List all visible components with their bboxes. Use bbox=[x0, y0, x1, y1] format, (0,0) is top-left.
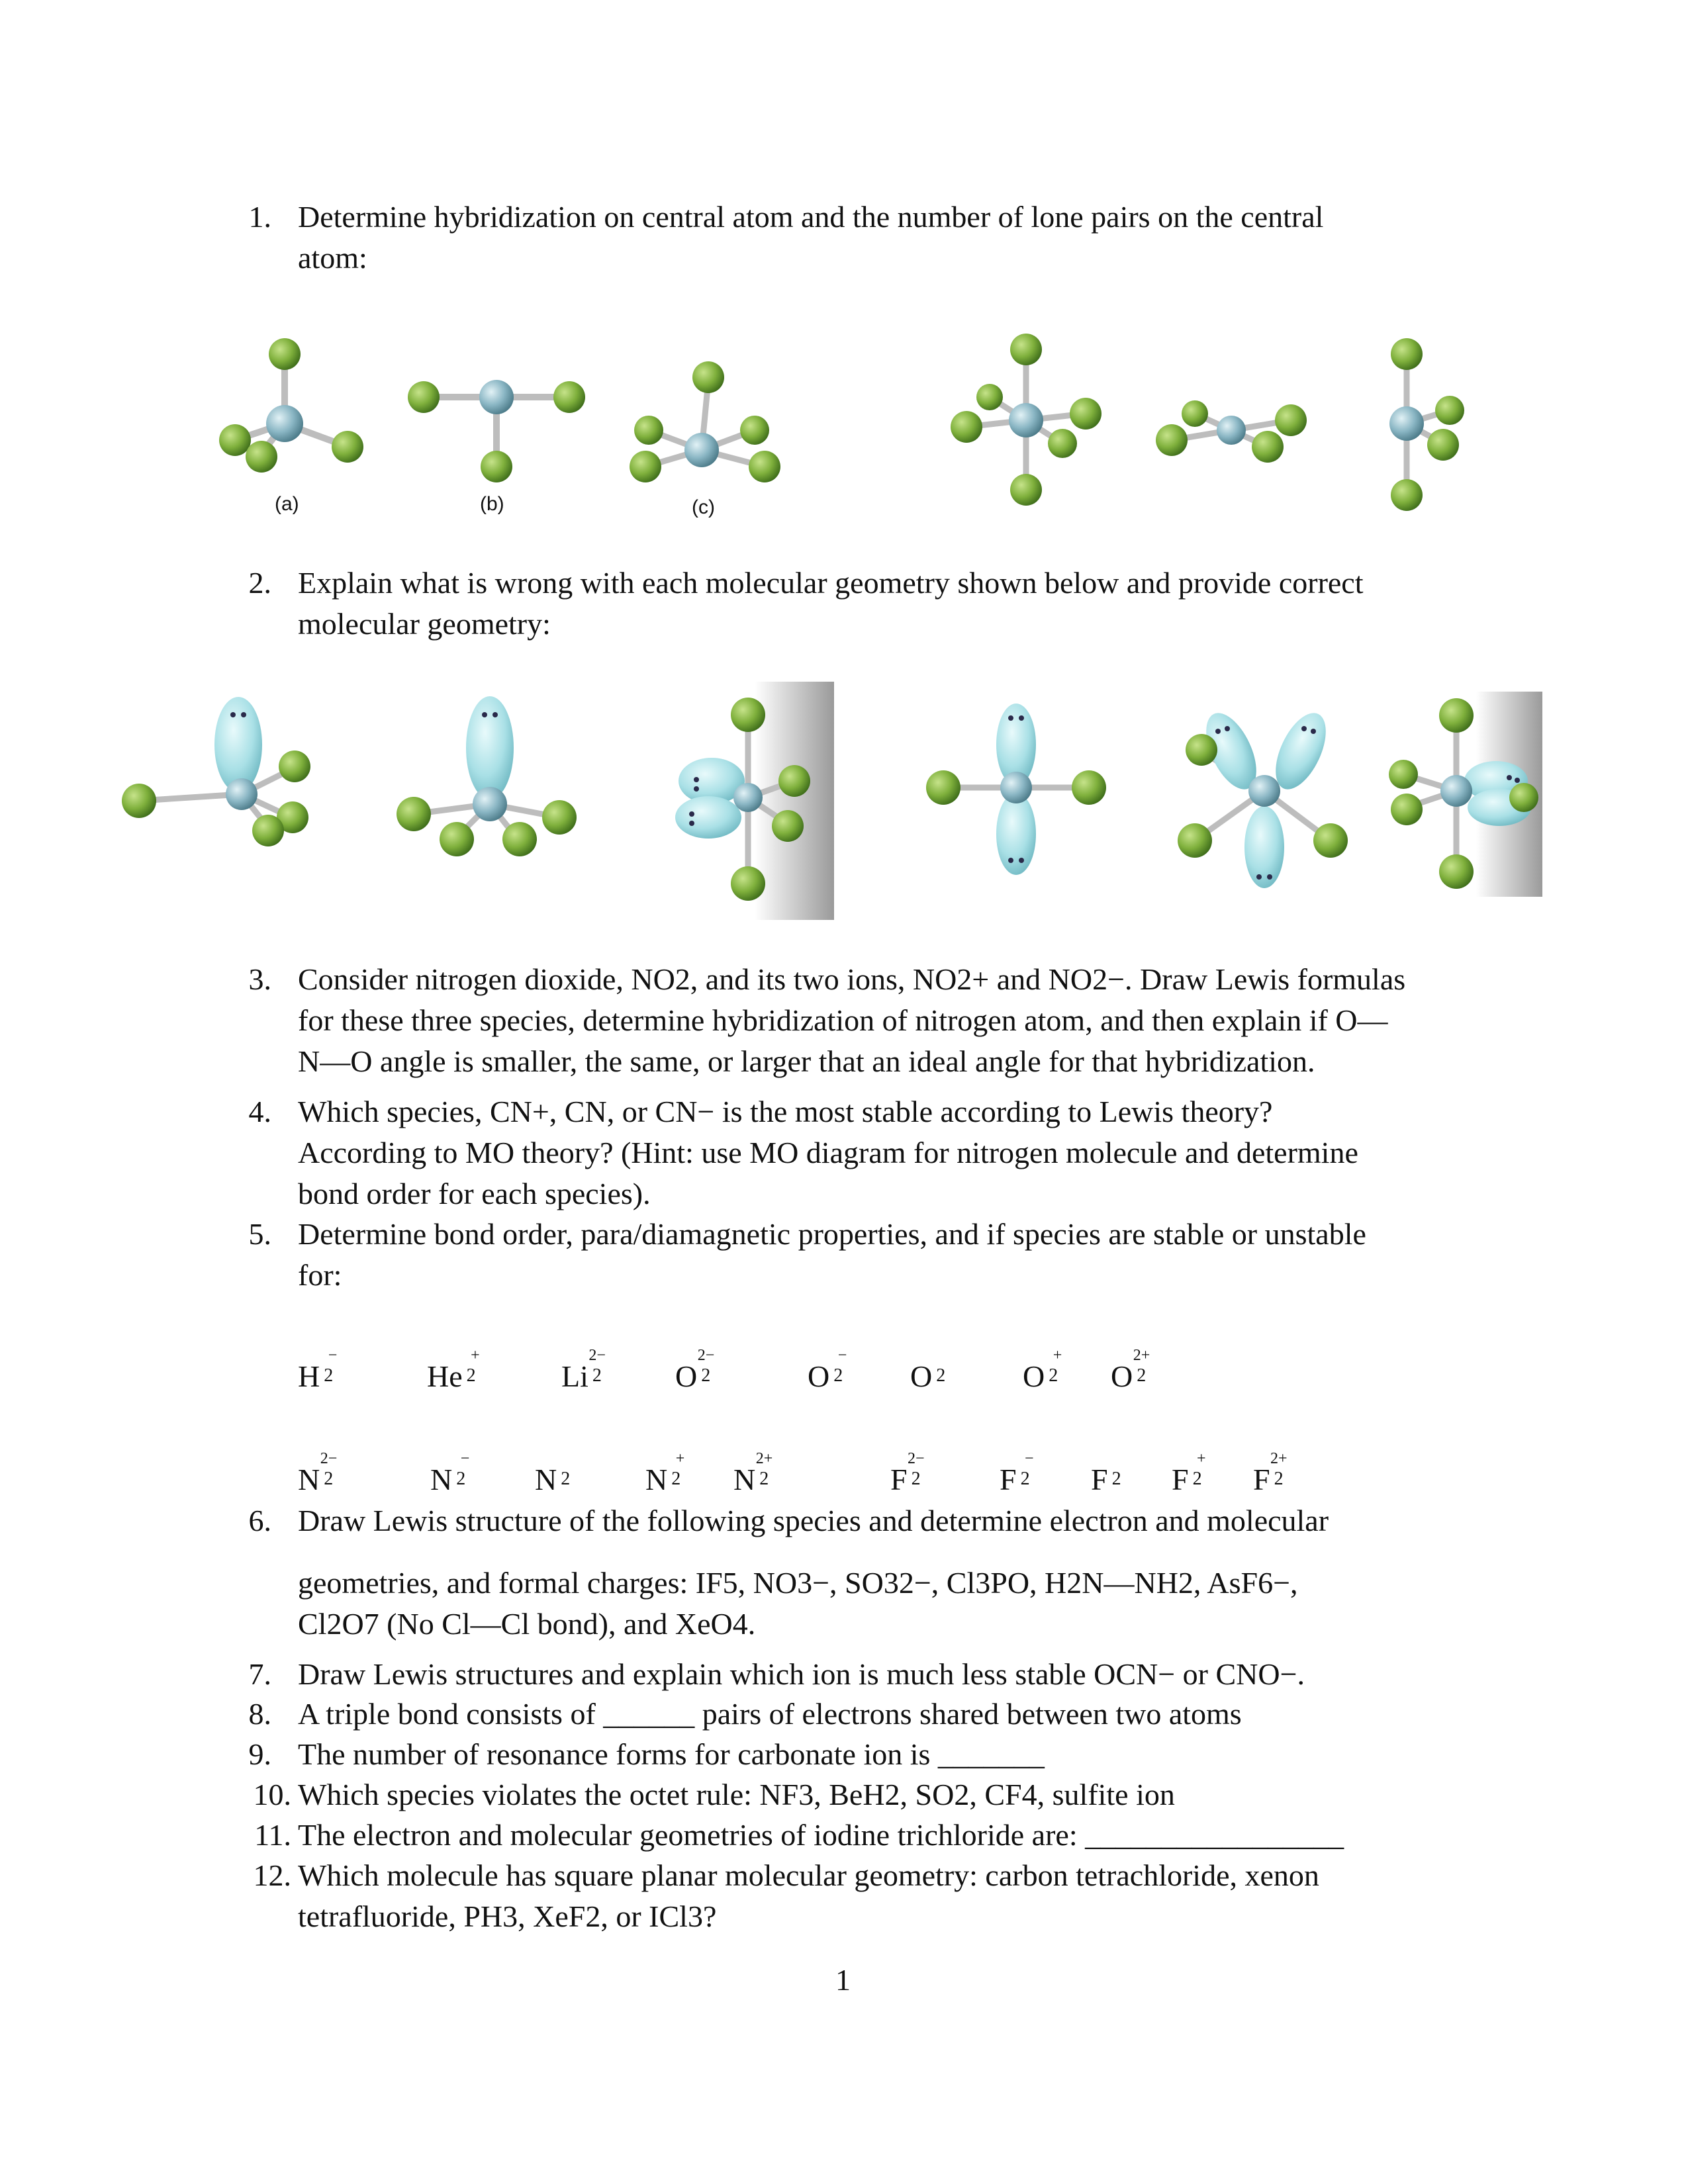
question-7-number: 7. bbox=[248, 1657, 271, 1691]
caption-b: (b) bbox=[480, 493, 504, 515]
question-9-number: 9. bbox=[248, 1737, 271, 1771]
molecule-e-figure bbox=[1145, 384, 1317, 477]
species-row1-item: H 2 − bbox=[298, 1347, 338, 1393]
species-row1-item: O 2 2− bbox=[675, 1347, 715, 1393]
species-row1-item: Li 2 2− bbox=[561, 1347, 606, 1393]
question-4-text-line3: bond order for each species). bbox=[298, 1177, 651, 1210]
species-row1-item: O 2 bbox=[910, 1359, 946, 1393]
question-9-text: The number of resonance forms for carbonate ion is _______ bbox=[298, 1737, 1045, 1771]
species-row2-item: N 2 − bbox=[430, 1450, 470, 1496]
species-row2-item: N 2 bbox=[535, 1463, 571, 1496]
species-row1-item: He 2 + bbox=[427, 1347, 480, 1393]
question-4-text-line1: Which species, CN+, CN, or CN− is the most stable according to Lewis theory? bbox=[298, 1095, 1273, 1128]
wrong-geometry-6-figure bbox=[1377, 692, 1542, 897]
question-3-text-line3: N—O angle is smaller, the same, or larger that an ideal angle for that hybridization. bbox=[298, 1044, 1315, 1078]
question-5-number: 5. bbox=[248, 1217, 271, 1251]
wrong-geometry-1-figure bbox=[119, 688, 331, 854]
species-row2-item: F 2 − bbox=[1000, 1450, 1034, 1496]
molecule-b-figure bbox=[404, 371, 589, 503]
species-row1-item: O 2 2+ bbox=[1111, 1347, 1150, 1393]
species-row2-item: N 2 2− bbox=[298, 1450, 338, 1496]
question-7-text: Draw Lewis structures and explain which ion is much less stable OCN− or CNO−. bbox=[298, 1657, 1305, 1691]
species-row2-item: N 2 2+ bbox=[733, 1450, 773, 1496]
question-1-number: 1. bbox=[248, 200, 271, 234]
question-6-text-line3: Cl2O7 (No Cl—Cl bond), and XeO4. bbox=[298, 1607, 756, 1641]
question-2-text-line1: Explain what is wrong with each molecular geometry shown below and provide correct bbox=[298, 566, 1364, 600]
molecule-f-figure bbox=[1350, 331, 1496, 516]
species-row1-item: O 2 + bbox=[1023, 1347, 1062, 1393]
question-3-text-line1: Consider nitrogen dioxide, NO2, and its two ions, NO2+ and NO2−. Draw Lewis formulas bbox=[298, 962, 1406, 996]
question-1-text-line2: atom: bbox=[298, 241, 367, 275]
question-2-number: 2. bbox=[248, 566, 271, 600]
question-2-text-line2: molecular geometry: bbox=[298, 607, 551, 641]
species-row1-item: O 2 − bbox=[808, 1347, 847, 1393]
question-10-number: 10. bbox=[253, 1778, 291, 1811]
question-6-text-line1: Draw Lewis structure of the following species and determine electron and molecular bbox=[298, 1504, 1329, 1537]
molecule-c-figure bbox=[622, 357, 794, 496]
question-12-text-line1: Which molecule has square planar molecular geometry: carbon tetrachloride, xenon bbox=[298, 1858, 1319, 1892]
question-3-text-line2: for these three species, determine hybridization of nitrogen atom, and then explain if O— bbox=[298, 1003, 1388, 1037]
caption-c: (c) bbox=[692, 496, 715, 518]
wrong-geometry-2-figure bbox=[384, 688, 596, 867]
question-6-text-line2: geometries, and formal charges: IF5, NO3−, SO32−, Cl3PO, H2N—NH2, AsF6−, bbox=[298, 1566, 1298, 1600]
wrong-geometry-4-figure bbox=[920, 692, 1112, 890]
question-8-number: 8. bbox=[248, 1697, 271, 1731]
question-3-number: 3. bbox=[248, 962, 271, 996]
question-12-number: 12. bbox=[253, 1858, 291, 1892]
question-12-text-line2: tetrafluoride, PH3, XeF2, or ICl3? bbox=[298, 1899, 717, 1933]
question-4-text-line2: According to MO theory? (Hint: use MO diagram for nitrogen molecule and determine bbox=[298, 1136, 1358, 1169]
question-11-number: 11. bbox=[254, 1818, 291, 1852]
question-11-text: The electron and molecular geometries of iodine trichloride are: _________________ bbox=[298, 1818, 1344, 1852]
molecule-a-figure bbox=[212, 331, 384, 503]
molecule-d-figure bbox=[940, 331, 1112, 510]
question-5-text-line2: for: bbox=[298, 1258, 342, 1292]
species-row2-item: N 2 + bbox=[645, 1450, 685, 1496]
page-number: 1 bbox=[835, 1963, 851, 1997]
question-6-number: 6. bbox=[248, 1504, 271, 1537]
species-row2-item: F 2 + bbox=[1172, 1450, 1206, 1496]
wrong-geometry-3-figure bbox=[655, 682, 834, 920]
question-1-text-line1: Determine hybridization on central atom and the number of lone pairs on the central bbox=[298, 200, 1324, 234]
species-row2-item: F 2 2− bbox=[890, 1450, 925, 1496]
question-4-number: 4. bbox=[248, 1095, 271, 1128]
caption-a: (a) bbox=[275, 493, 299, 515]
question-5-text-line1: Determine bond order, para/diamagnetic properties, and if species are stable or unstable bbox=[298, 1217, 1366, 1251]
wrong-geometry-5-figure bbox=[1165, 698, 1364, 897]
question-10-text: Which species violates the octet rule: NF3, BeH2, SO2, CF4, sulfite ion bbox=[298, 1778, 1175, 1811]
species-row2-item: F 2 bbox=[1091, 1463, 1121, 1496]
species-row2-item: F 2 2+ bbox=[1253, 1450, 1288, 1496]
question-8-text: A triple bond consists of ______ pairs of electrons shared between two atoms bbox=[298, 1697, 1242, 1731]
